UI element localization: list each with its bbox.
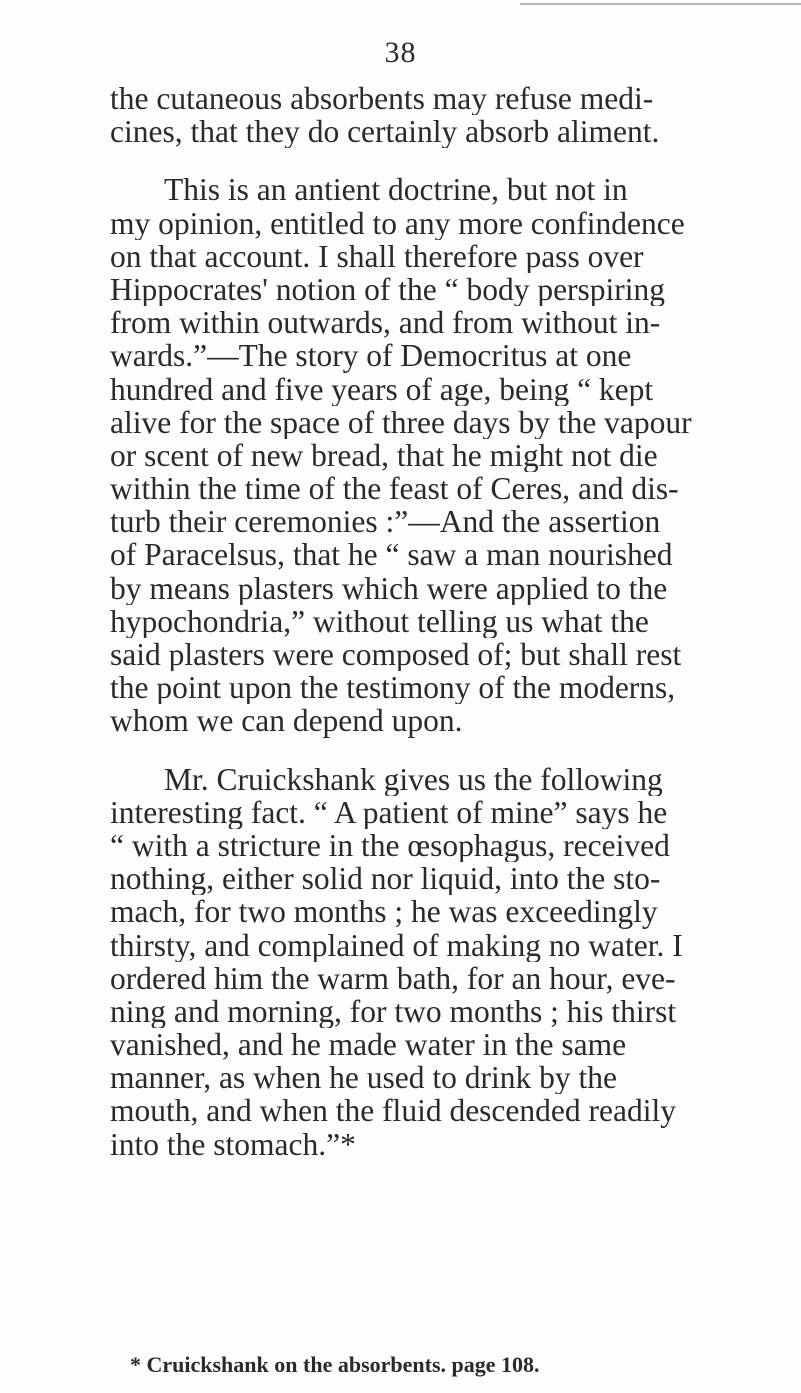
text-line: Mr. Cruickshank gives us the following [164, 762, 663, 796]
text-line: thirsty, and complained of making no water. I [110, 928, 683, 962]
text-line: mouth, and when the fluid descended readily [110, 1094, 676, 1128]
text-line: said plasters were composed of; but shall rest [110, 638, 682, 672]
text-line: from within outwards, and from without in- [110, 306, 661, 340]
text-line: turb their ceremonies :”—And the assertion [110, 505, 661, 539]
text-line: mach, for two months ; he was exceedingly [110, 895, 658, 929]
text-line: This is an antient doctrine, but not in [164, 173, 628, 207]
text-line: my opinion, entitled to any more confindence [110, 206, 685, 240]
paragraph-2 [110, 173, 800, 737]
body-text [110, 82, 800, 1161]
text-line: vanished, and he made water in the same [110, 1028, 627, 1062]
paragraph-1 [110, 82, 800, 148]
text-line: alive for the space of three days by the vapour [110, 405, 692, 439]
page-number: 38 [384, 36, 417, 69]
text-line: the cutaneous absorbents may refuse medi- [110, 82, 654, 116]
text-line: of Paracelsus, that he “ saw a man nourished [110, 538, 673, 572]
text-line: into the stomach.”* [110, 1127, 356, 1161]
text-line: ning and morning, for two months ; his thirst [110, 994, 677, 1029]
footnote: * Cruickshank on the absorbents. page 108. [130, 1352, 540, 1377]
text-line: whom we can depend upon. [110, 704, 463, 738]
top-edge-rule [520, 3, 801, 5]
text-line: by means plasters which were applied to the [110, 571, 668, 605]
text-line: within the time of the feast of Ceres, and dis- [110, 472, 679, 506]
text-line: nothing, either solid nor liquid, into the sto- [110, 862, 661, 896]
text-line: or scent of new bread, that he might not die [110, 438, 658, 473]
text-line: manner, as when he used to drink by the [110, 1061, 617, 1095]
text-line: hypochondria,” without telling us what the [110, 604, 649, 638]
text-line: Hippocrates' notion of the “ body perspiring [110, 272, 666, 307]
text-line: ordered him the warm bath, for an hour, eve- [110, 961, 676, 995]
text-line: “ with a stricture in the œsophagus, received [110, 828, 670, 863]
text-line: hundred and five years of age, being “ kept [110, 372, 654, 406]
text-line: cines, that they do certainly absorb aliment. [110, 115, 660, 149]
text-line: on that account. I shall therefore pass over [110, 239, 644, 273]
paragraph-3 [110, 763, 800, 1161]
text-line: interesting fact. “ A patient of mine” says he [110, 795, 668, 829]
text-line: the point upon the testimony of the moderns, [110, 671, 676, 705]
text-line: wards.”—The story of Democritus at one [110, 339, 632, 373]
